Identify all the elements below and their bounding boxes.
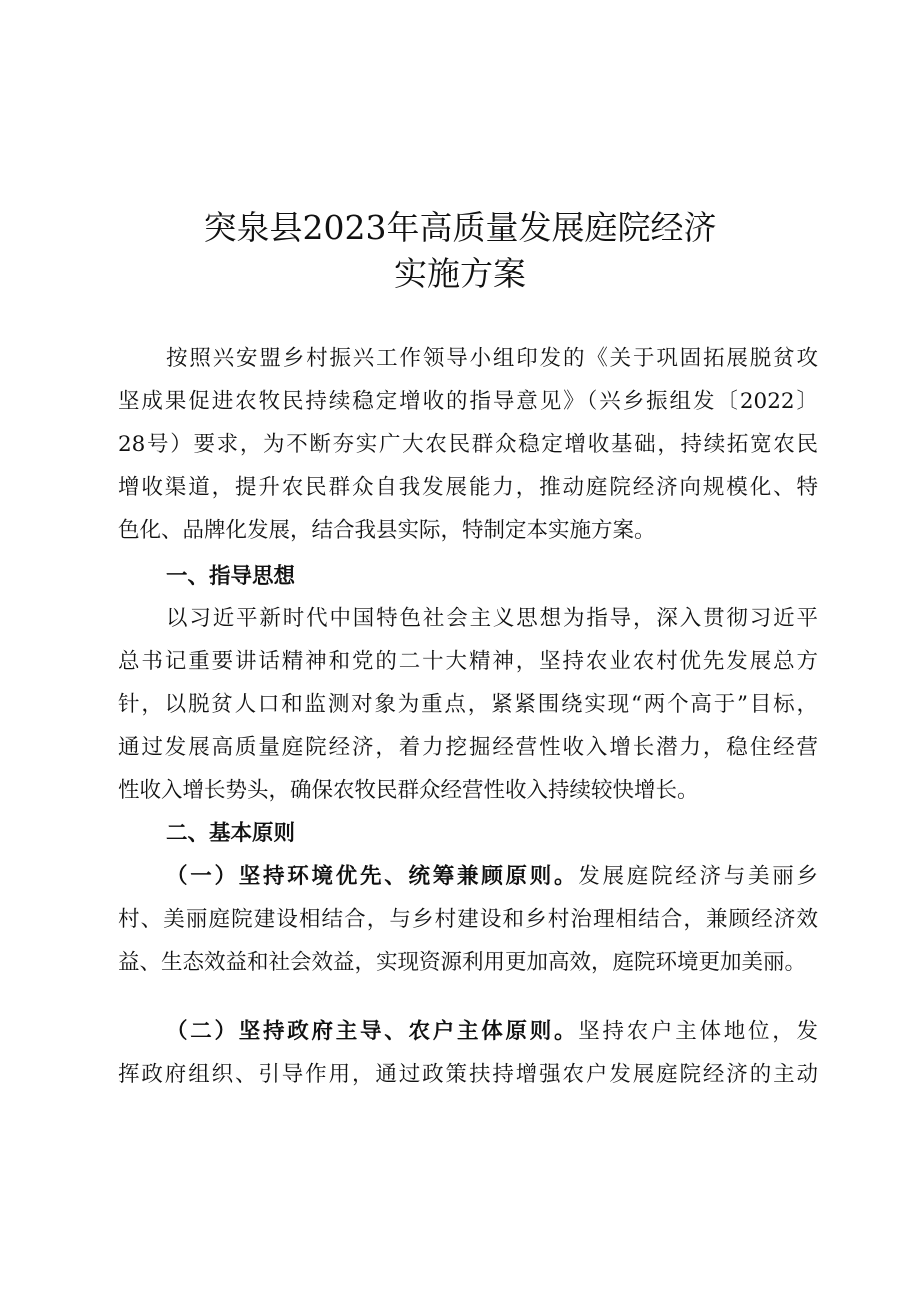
intro-line: 色化、品牌化发展，结合我县实际，特制定本实施方案。 [118, 518, 656, 543]
principle2-paragraph [118, 1010, 818, 1096]
section-heading-basic-principles: 二、基本原则 [166, 821, 296, 846]
intro-line: 按照兴安盟乡村振兴工作领导小组印发的《关于巩固拓展脱贫攻 [166, 346, 818, 371]
principle1-paragraph [118, 855, 818, 984]
intro-line: 增收渠道，提升农民群众自我发展能力，推动庭院经济向规模化、特 [118, 475, 818, 500]
principle1-first-line [118, 855, 818, 898]
principle1-lead: （一）坚持环境优先、统筹兼顾原则。 [166, 864, 579, 889]
principle2-first-line [118, 1010, 818, 1053]
principle2-line: 挥政府组织、引导作用，通过政策扶持增强农户发展庭院经济的主动 [118, 1062, 818, 1087]
principle1-lead-rest: 发展庭院经济与美丽乡 [578, 864, 818, 889]
principle1-line: 益、生态效益和社会效益，实现资源利用更加高效，庭院环境更加美丽。 [118, 950, 807, 975]
principle2-lead: （二）坚持政府主导、农户主体原则。 [166, 1019, 579, 1044]
intro-line: 28号）要求，为不断夯实广大农民群众稳定增收基础，持续拓宽农民 [118, 432, 818, 457]
principle2-lead-rest: 坚持农户主体地位，发 [578, 1019, 818, 1044]
guiding-ideology-paragraph [118, 597, 818, 812]
guide-line: 针，以脱贫人口和监测对象为重点，紧紧围绕实现“两个高于”目标， [118, 692, 818, 717]
guide-line: 通过发展高质量庭院经济，着力挖掘经营性收入增长潜力，稳住经营 [118, 735, 818, 760]
document-title-line1: 突泉县2023年高质量发展庭院经济 [203, 208, 717, 247]
guide-line: 性收入增长势头，确保农牧民群众经营性收入持续较快增长。 [118, 778, 699, 803]
section-heading-guiding-ideology: 一、指导思想 [166, 564, 296, 589]
principle1-line: 村、美丽庭院建设相结合，与乡村建设和乡村治理相结合，兼顾经济效 [118, 907, 818, 932]
intro-paragraph [118, 337, 818, 552]
document-title-line2: 实施方案 [394, 254, 526, 293]
guide-line: 总书记重要讲话精神和党的二十大精神，坚持农业农村优先发展总方 [118, 649, 818, 674]
intro-line: 坚成果促进农牧民持续稳定增收的指导意见》（兴乡振组发〔2022〕 [118, 389, 818, 414]
guide-line: 以习近平新时代中国特色社会主义思想为指导，深入贯彻习近平 [166, 606, 818, 631]
